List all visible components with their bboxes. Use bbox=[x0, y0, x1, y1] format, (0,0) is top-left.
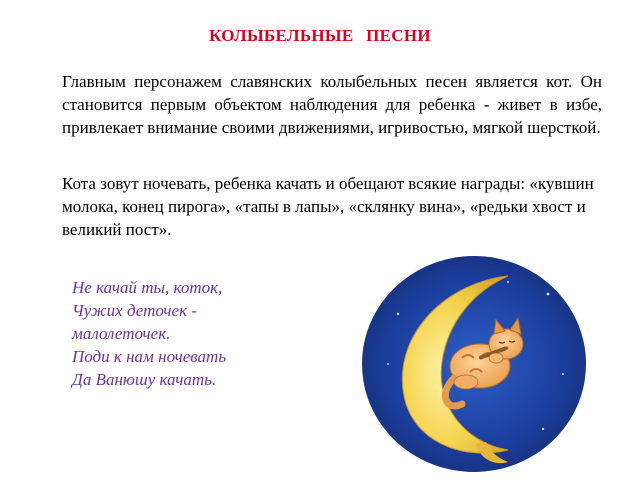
poem-line: малолеточек. bbox=[72, 324, 171, 343]
lullaby-poem bbox=[72, 276, 312, 391]
paragraph-cat-character: Главным персонажем славянских колыбельных песен является кот. Он становится первым объектом наблюдения для ребенка - живет в избе, привлекает внимание своими движениями, игривостью, мягкой шерсткой. bbox=[62, 72, 602, 137]
poem-line: Да Ванюшу качать. bbox=[72, 370, 217, 389]
poem-line: Поди к нам ночевать bbox=[72, 347, 227, 366]
poem-line: Не качай ты, коток, bbox=[72, 278, 223, 297]
poem-line: Чужих деточек - bbox=[72, 301, 197, 320]
cat-on-crescent-moon-icon bbox=[358, 254, 588, 474]
slide-title: КОЛЫБЕЛЬНЫЕ ПЕСНИ bbox=[209, 26, 431, 45]
paragraph-cat-rewards: Кота зовут ночевать, ребенка качать и обещают всякие награды: «кувшин молока, конец пирога», «тапы в лапы», «склянку вина», «редьки хвост и великий пост». bbox=[62, 174, 594, 239]
